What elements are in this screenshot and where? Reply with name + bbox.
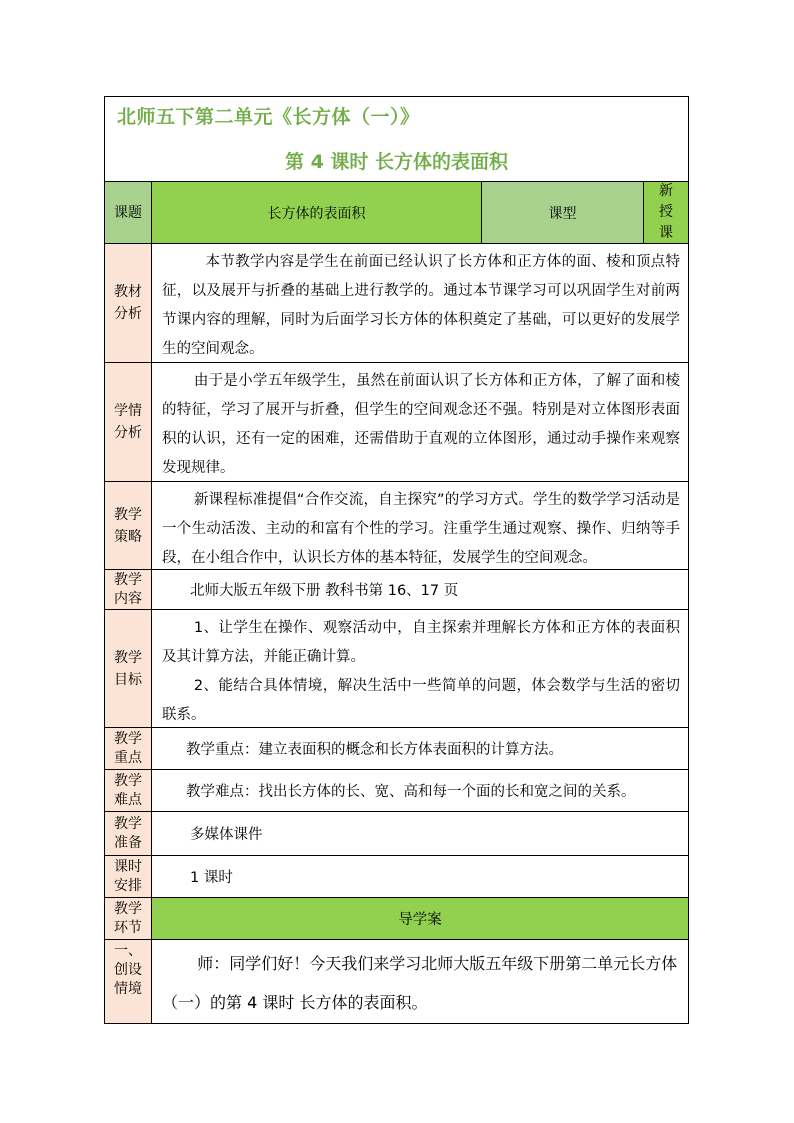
material-label: 教材分析 (105, 244, 151, 362)
difficulty-text: 教学难点：找出长方体的长、宽、高和每一个面的长和宽之间的关系。 (186, 784, 636, 800)
key-point-label: 教学重点 (105, 728, 151, 769)
students-label: 学情分析 (105, 363, 151, 481)
divider (105, 481, 688, 482)
strategy-paragraph: 新课程标准提倡“合作交流，自主探究”的学习方式。学生的数学学习活动是一个生动活泼、主动的和富有个性的学习。注重学生通过观察、操作、归纳等手段，在小组合作中，认识长方体的基本特征，发展学生的空间观念。 (162, 492, 680, 566)
lesson-plan-table (104, 96, 689, 1024)
intro-text (152, 940, 688, 1023)
divider (105, 243, 688, 244)
key-point-text: 教学重点：建立表面积的概念和长方体表面积的计算方法。 (186, 742, 563, 758)
divider (643, 181, 644, 243)
divider (105, 362, 688, 363)
goal-item: 2、能结合具体情境，解决生活中一些简单的问题，体会数学与生活的密切联系。 (162, 678, 680, 723)
type-value (644, 182, 688, 243)
lesson-title: 第 4 课时 长方体的表面积 (284, 151, 509, 173)
process-label: 教学环节 (105, 898, 151, 939)
students-paragraph: 由于是小学五年级学生，虽然在前面认识了长方体和正方体，了解了面和棱的特征，学习了展开与折叠，但学生的空间观念还不强。特别是对立体图形表面积的认识，还有一定的困难，还需借助于直观的立体图形，通过动手操作来观察发现规律。 (162, 373, 680, 476)
schedule-label: 课时安排 (105, 856, 151, 897)
goal-item: 1、让学生在操作、观察活动中，自主探索并理解长方体和正方体的表面积及其计算方法，并能正确计算。 (162, 620, 680, 665)
content-text: 北师大版五年级下册 教科书第 16、17 页 (190, 583, 459, 599)
content-label: 教学内容 (105, 570, 151, 609)
preparation-label: 教学准备 (105, 812, 151, 855)
divider (105, 855, 688, 856)
schedule-text: 1 课时 (190, 870, 233, 886)
type-char: 授 (659, 204, 673, 220)
divider (105, 897, 688, 898)
divider (105, 769, 688, 770)
divider (105, 181, 688, 182)
strategy-label: 教学策略 (105, 482, 151, 569)
preparation-text: 多媒体课件 (190, 827, 263, 843)
strategy-text (152, 482, 688, 569)
divider (105, 939, 688, 940)
goals-label: 教学目标 (105, 610, 151, 727)
material-paragraph: 本节教学内容是学生在前面已经认识了长方体和正方体的面、棱和顶点特征，以及展开与折叠的基础上进行教学的。通过本节课学习可以巩固学生对前两节课内容的理解，同时为后面学习长方体的体积奠定了基础，可以更好的发展学生的空间观念。 (162, 254, 680, 357)
type-char: 新 (659, 183, 673, 199)
goals-text (152, 610, 688, 727)
divider (105, 811, 688, 812)
divider (151, 181, 152, 1023)
topic-label: 课题 (105, 182, 151, 243)
topic-value: 长方体的表面积 (152, 182, 481, 243)
divider (105, 609, 688, 610)
students-text (152, 363, 688, 481)
unit-title: 北师五下第二单元《长方体（一）》 (117, 106, 420, 128)
intro-label: 一、创设情境 (105, 940, 151, 1023)
divider (481, 181, 482, 243)
type-label: 课型 (482, 182, 643, 243)
divider (105, 727, 688, 728)
type-char: 课 (659, 225, 673, 241)
material-text (152, 244, 688, 362)
divider (105, 569, 688, 570)
process-header: 导学案 (152, 898, 688, 939)
intro-paragraph: 师：同学们好！今天我们来学习北师大版五年级下册第二单元长方体（一）的第 4 课时 长方体的表面积。 (162, 954, 678, 1012)
difficulty-label: 教学难点 (105, 770, 151, 811)
